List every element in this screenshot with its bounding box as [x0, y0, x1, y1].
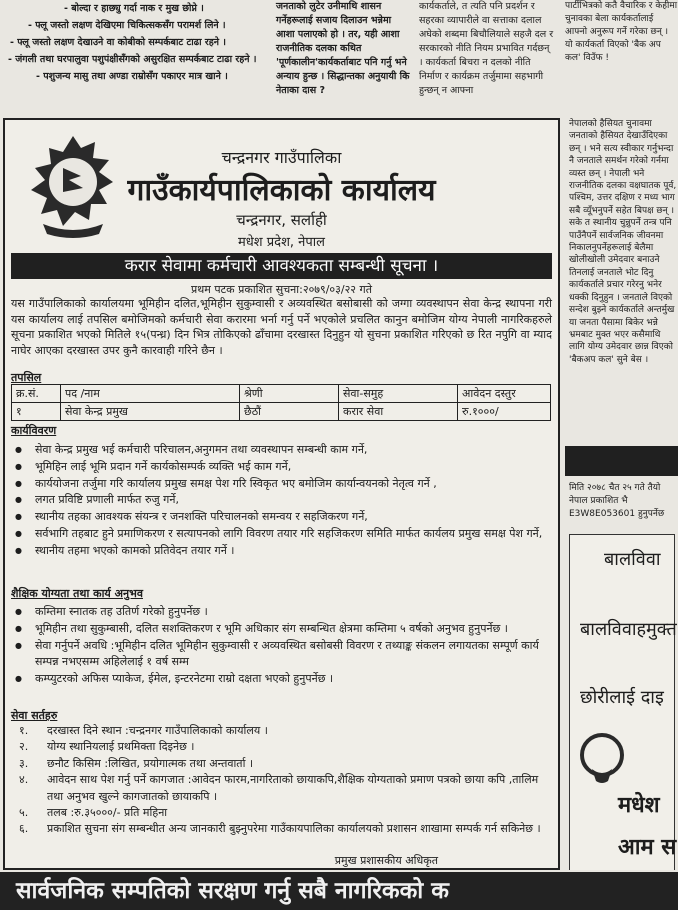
ad-line: आम स [618, 835, 677, 860]
tapsil-heading: तपसिल [11, 371, 42, 384]
duties-heading: कार्यविवरण [11, 424, 57, 437]
list-item: ● कम्प्युटरको अफिस प्याकेज, ईमेल, इन्टरनेटमा राम्रो दक्षता भएको हुनुपर्नेछ । [35, 671, 548, 688]
flu-line-5: - पशुजन्य मासु तथा अण्डा राम्रोसँग पकाएर मात्र खाने । [36, 71, 228, 82]
ad-caption: मिति २०७८ चैत २५ गते तैयो नेपाल प्रकाशित भै E3W8E053601 हुनुपर्नेछ [569, 483, 665, 519]
list-item: ● स्थानीय तहका आवश्यक संयन्त्र र जनशक्ति परिचालनको समन्वय र सहजिकरण गर्ने, [35, 509, 548, 526]
list-item [19, 756, 548, 772]
qualification-list [35, 604, 548, 688]
list-item: ● स्थानीय तहमा भएको कामको प्रतिवेदन तयार गर्ने । [35, 543, 548, 560]
table-header: सेवा-समुह [339, 385, 458, 403]
top-left-column [0, 0, 270, 118]
table-header: श्रेणी [240, 385, 339, 403]
list-item [19, 723, 548, 739]
term-text: छनौट किसिम :लिखित, प्रयोगात्मक तथा अन्तवार्ता । [47, 756, 254, 770]
list-item: ● सेवा केन्द्र प्रमुख भई कर्मचारी परिचालन,अनुगमन तथा व्यवस्थापन सम्बन्धी काम गर्ने, [35, 442, 548, 459]
term-number: २. [19, 740, 29, 754]
signoff: प्रमुख प्रशासकीय अधिकृत [334, 854, 438, 867]
office-top: चन्द्रनगर गाउँपालिका [221, 148, 342, 167]
notice-intro: यस गाउँपालिकाको कार्यालयमा भूमिहीन दलित,भूमिहीन सुकुम्वासी र अव्यवस्थित बसोबासी को जग्गा व्यवस्थापन सेवा केन्द्र स्थापना गरी यस कार्यालय लाई तपसिल बमोजिमको कर्मचारी सेवा करारमा भर्ना गर्नु पर्ने भएकोले प्रचलित कानुन बमोजिम योग्य नेपाली नागरिकहरुले सूचना प्रकाशित भएको मितिले १५(पन्ध्र) दिन भित्र तोकिएको ढाँचामा दरखास्त दिनुहुन यो सुचना प्रकाशित गरिएको छ रित नपुगि वा म्याद नाघेर आएका दरखास्त उपर कुनै कारवाही गरिने छैन । [11, 297, 552, 357]
list-item: ● भूमिहीन तथा सुकुम्बासी, दलित सशक्तिकरण र भूमि अधिकार संग सम्बन्धित क्षेत्रमा कम्तिमा ५ वर्षको अनुभव हुनुपर्नेछ । [35, 621, 548, 638]
ad-dark-header [565, 446, 678, 476]
right-article-top: पार्टीभित्रको कतै वैचारिक र केहीमा चुनावका बेला कार्यकर्तालाई आफ्नो अनुरूप गर्ने गरेका छन् । यो कार्यकर्ता विएको 'बैक अप कल' विउँफ ! [565, 1, 678, 63]
right-article-column: नेपालको हैसियत चुनावमा जनताको हैसियत देखाउँदिएका छन् । भने सत्य स्वीकार गर्नुभन्दा नै जनताले समर्थन गरेको गर्नमा व्यस्त छन् । नेपाली भने राजनीतिक दलका वक्षघातक पूर्व, पश्चिम, उत्तर दक्षिण र मध्य भाग सबै व्यूँभनुपर्ने सहेत बिपक्ष छन् । सके त स्थानीय चुन्नुपर्ने तन्त्र पनि पाउँनैपर्ने सार्वजनिक जीवनमा निकालनुपर्नेहरूलाई बेलैमा खोलीखोली उमेदवार बनाउने तिनलाई जनताले भोट दिनु कार्यकर्ताले प्रचार गरेरनु भनेर धक्की दिनुहुन । जनताले विएको सन्देश बुझ्ने कार्यकर्ताले अन्तर्मुख या जनता पैसामा बिकेर भन्ने भ्रमबाट मुक्त भएर कसैमाथि लागि योग्य उमेदवार छान्न विएको 'बैकअप कल' सुने बेस । [569, 119, 677, 365]
table-header: क्र.सं. [12, 385, 61, 403]
table-header-row [12, 385, 551, 403]
ad-line: बालविवाहमुक्त [580, 619, 677, 640]
office-title: गाउँकार्यपालिकाको कार्यालय [127, 173, 436, 208]
article-col-2: कार्यकर्ताले, त त्यति पनि प्रदर्शन र सहरका व्यापारीले वा सत्ताका दलाल अघेको शब्दमा बिचौलियाले सहजै दल र सरकारको नीति नियम प्रभावित गर्दछन् । कार्यकर्ता बिचरा न दलको नीति निर्माण र कार्यक्रम तर्जुमामा सहभागी हुन्छन् न आफ्ना [419, 1, 554, 96]
top-article [270, 0, 560, 118]
table-header: आवेदन दस्तुर [458, 385, 551, 403]
ad-line: छोरीलाई दाइ [580, 687, 664, 708]
list-item: ● सेवा गर्नुपर्ने अवधि :भूमिहीन दलित भूमिहीन सुकुम्वासी र अव्यवस्थित बसोबसी विवरण र तथ्याङ्क संकलन लगायतका सम्पूर्ण कार्य सम्पन्न नभएसम्म अहिलेलाई १ वर्ष सम्म [35, 638, 548, 672]
flu-line-3: - फ्लू जस्तो लक्षण देखाउने वा कोबीको सम्पर्कबाट टाढा रहने । [10, 37, 226, 48]
list-item: ● कम्तिमा स्नातक तह उतिर्ण गरेको हुनुपर्नेछ । [35, 604, 548, 621]
list-item: ● सर्वभागि तहबाट हुने प्रमाणिकरण र सत्यापनको लागि विवरण तयार गरि सहजिकरण समिति मार्फत कार्यलय प्रमुख समक्ष पेश गर्ने, [35, 526, 548, 543]
child-marriage-ad [569, 534, 675, 870]
table-header: पद /नाम [61, 385, 240, 403]
address-line-1: चन्द्रनगर, सर्लाही [236, 211, 327, 229]
duties-list [35, 442, 548, 560]
flu-line-4: - जंगली तथा घरपालुवा पशुपंक्षीसँगको असुरक्षित सम्पर्कबाट टाढा रहने । [8, 54, 257, 65]
right-ads [565, 438, 678, 870]
list-item: ● कार्ययोजना तर्जुमा गरि कार्यालय प्रमुख समक्ष पेश गरि स्विकृत भए बमोजिम कार्यान्वयनको नेतृत्व गर्ने , [35, 476, 548, 493]
position-table [11, 384, 551, 421]
flu-line-2: - फ्लू जस्तो लक्षण देखिएमा चिकित्सकसँग परामर्श लिने । [28, 20, 226, 31]
publish-date: प्रथम पटक प्रकाशित सुचना:२०७९/०३/२२ गते [191, 283, 372, 296]
job-notice [3, 118, 560, 870]
emblem-icon [578, 731, 626, 791]
term-number: १. [19, 724, 29, 737]
term-number: ४. [19, 773, 29, 787]
ad-line: मधेश [618, 793, 660, 818]
term-text: आवेदन साथ पेश गर्नु पर्ने कागजात :आवेदन फारम,नागरिताको छायाकपि,शैक्षिक योग्यताको प्रमाण पत्रको छाया कपि ,तालिम तथा अनुभव खुल्ने कागजातको छायाकपि । [47, 773, 539, 803]
list-item [19, 772, 548, 805]
table-cell: रु.१०००/ [458, 403, 551, 421]
terms-list [19, 723, 548, 838]
term-text: योग्य स्थानियलाई प्रथमिक्ता दिइनेछ । [47, 740, 195, 754]
term-text: प्रकाशित सुचना संग सम्बन्धीत अन्य जानकारी बुझ्नुपरेमा गाउँकायपालिका कार्यालयको प्रशासन शाखामा सम्पर्क गर्न सकिनेछ । [47, 822, 541, 836]
ad-line: बालविवा [604, 549, 661, 570]
article-col-1: जनताको लुटेर उनीमाथि शासन गर्नेहरूलाई सजाय दिलाउन भन्नेमा आशा पलाएको हो । तर, यही आशा राजनीतिक दलका कथित 'पूर्णकालीन'कार्यकर्ताबाट पनि गर्नु भने अन्याय हुन्छ । सिद्धान्तका अनुयायी कि नेताका दास ? [276, 1, 410, 96]
terms-heading: सेवा सर्तहरु [11, 709, 58, 722]
term-text: दरखास्त दिने स्थान :चन्द्रनगर गाउँपालिकाको कार्यालय । [47, 724, 268, 737]
table-row [12, 403, 551, 421]
table-cell: १ [12, 403, 61, 421]
list-item: ● लगत प्रविष्टि प्रणाली मार्फत रुजु गर्ने, [35, 492, 548, 509]
footer-slogan: सार्वजनिक सम्पतिको सरक्षण गर्नु सबै नागरिकको क [0, 872, 678, 910]
term-text: तलब :रु.३५०००/- प्रति महिना [47, 806, 168, 820]
address-line-2: मधेश प्रदेश, नेपाल [238, 235, 325, 250]
list-item [19, 739, 548, 755]
list-item: ● भूमिहिन लाई भूमि प्रदान गर्ने कार्यकोसम्पर्क व्यक्ति भई काम गर्ने, [35, 459, 548, 476]
term-number: ६. [19, 822, 29, 836]
list-item [19, 821, 548, 837]
table-cell: करार सेवा [339, 403, 458, 421]
table-cell: छैठौं [240, 403, 339, 421]
term-number: ३. [19, 756, 29, 770]
table-cell: सेवा केन्द्र प्रमुख [61, 403, 240, 421]
term-number: ५. [19, 806, 29, 820]
flu-line-1: - बोल्दा र हाछ्यु गर्दा नाक र मुख छोप्ने । [64, 3, 204, 14]
qualification-heading: शैक्षिक योग्यता तथा कार्य अनुभव [11, 587, 143, 600]
notice-banner: करार सेवामा कर्मचारी आवश्यकता सम्बन्धी सूचना । [11, 253, 552, 279]
list-item [19, 805, 548, 821]
